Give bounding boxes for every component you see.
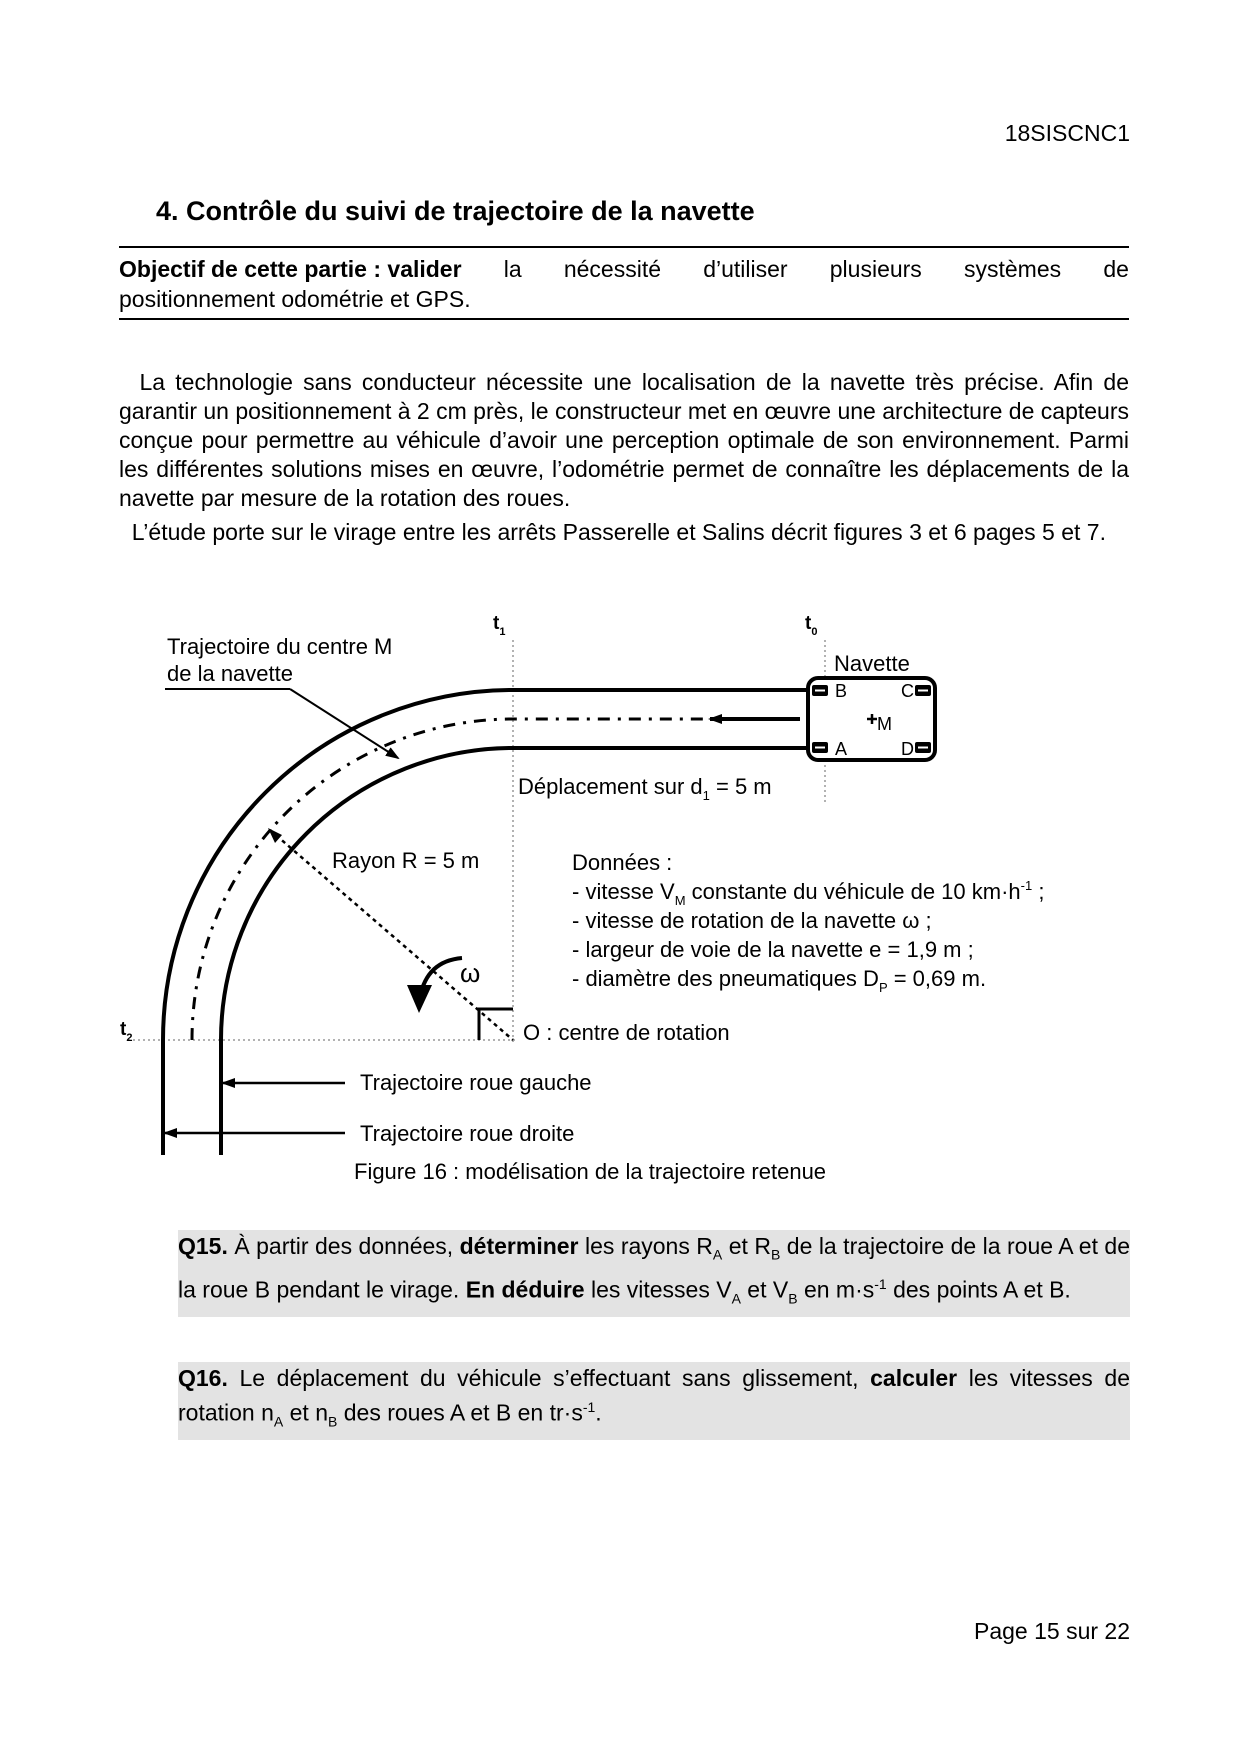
wheel-a-label: A <box>835 739 848 759</box>
center-trajectory-label-1: Trajectoire du centre M <box>167 634 393 659</box>
data-title: Données : <box>572 850 673 875</box>
objective-word: de <box>1103 256 1129 282</box>
radius-label: Rayon R = 5 m <box>332 848 480 873</box>
wheel-c-label: C <box>901 681 914 701</box>
figure-caption: Figure 16 : modélisation de la trajectoire retenue <box>354 1159 827 1184</box>
document-code: 18SISCNC1 <box>1004 120 1130 146</box>
center-trajectory-label-2: de la navette <box>167 661 293 686</box>
omega-label: ω <box>460 958 481 988</box>
objective-line-2: positionnement odométrie et GPS. <box>119 286 471 312</box>
t1-label: $t_1$ <box>493 613 506 638</box>
objective-line-1 <box>119 254 1129 284</box>
objective-box <box>119 246 1129 320</box>
section-title: 4. Contrôle du suivi de trajectoire de la navette <box>156 196 755 226</box>
paragraph-2-text: L’étude porte sur le virage entre les arrêts Passerelle et Salins décrit figures 3 et 6 pages 5 et 7. <box>131 519 1106 545</box>
right-wheel-label: Trajectoire roue droite <box>360 1121 575 1146</box>
center-trajectory-leader <box>290 689 398 758</box>
data-rotation-line: - vitesse de rotation de la navette ω ; <box>572 908 932 933</box>
objective-word: systèmes <box>964 256 1062 282</box>
wheel-d-label: D <box>901 739 914 759</box>
objective-label: Objectif de cette partie : valider <box>119 256 462 282</box>
data-speed-line: - vitesse $V_M$ constante du véhicule de 10 $km\cdot h^{-1}$ ; <box>572 878 1045 908</box>
objective-word: nécessité <box>563 256 662 282</box>
left-wheel-label: Trajectoire roue gauche <box>360 1070 592 1095</box>
q15-number: Q15. <box>178 1233 228 1259</box>
q16-number: Q16. <box>178 1365 228 1391</box>
objective-word: plusieurs <box>829 256 922 282</box>
paragraph-2 <box>119 518 1129 547</box>
data-tyre-diameter-line: - diamètre des pneumatiques $D_P = 0,69$ m. <box>572 966 987 995</box>
navette-label: Navette <box>834 651 910 676</box>
trajectory-figure <box>100 605 1140 1195</box>
objective-word: d’utiliser <box>703 256 788 282</box>
t0-label: $t_0$ <box>805 613 818 638</box>
page-number: Page 15 sur 22 <box>973 1618 1130 1644</box>
wheel-b-label: B <box>835 681 848 701</box>
t2-label: $t_2$ <box>120 1019 133 1044</box>
objective-word: la <box>503 256 522 282</box>
rotation-center-label: O : centre de rotation <box>523 1020 730 1045</box>
center-m-label: M <box>877 714 892 734</box>
paragraph-1 <box>119 368 1129 513</box>
question-15: Q15. À partir des données, déterminer les rayons $R_A$ et $R_B$ de la trajectoire de la roue A et de la roue B pendant le virage. En déduire les vitesses $V_A$ et $V_B$ en $m\cdot s^{-1}$ des points A et B. <box>178 1230 1130 1317</box>
deplacement-label: Déplacement sur $d_1 = 5$ m <box>518 774 772 803</box>
paragraph-1-text: La technologie sans conducteur nécessite une localisation de la navette très précise. Afin de garantir un positionnement à 2 cm près, le constructeur met en œuvre une architecture de capteurs conçue pour permettre au véhicule d’avoir une perception optimale de son environnement. Parmi les différentes solutions mises en œuvre, l’odométrie permet de connaître les déplacements de la navette par mesure de la rotation des roues. <box>119 369 1130 511</box>
question-16: Q16. Le déplacement du véhicule s’effectuant sans glissement, calculer les vitesses de rotation $n_A$ et $n_B$ des roues A et B en $tr\cdot s^{-1}$. <box>178 1362 1130 1440</box>
data-track-width-line: - largeur de voie de la navette e = 1,9 m ; <box>572 937 974 962</box>
